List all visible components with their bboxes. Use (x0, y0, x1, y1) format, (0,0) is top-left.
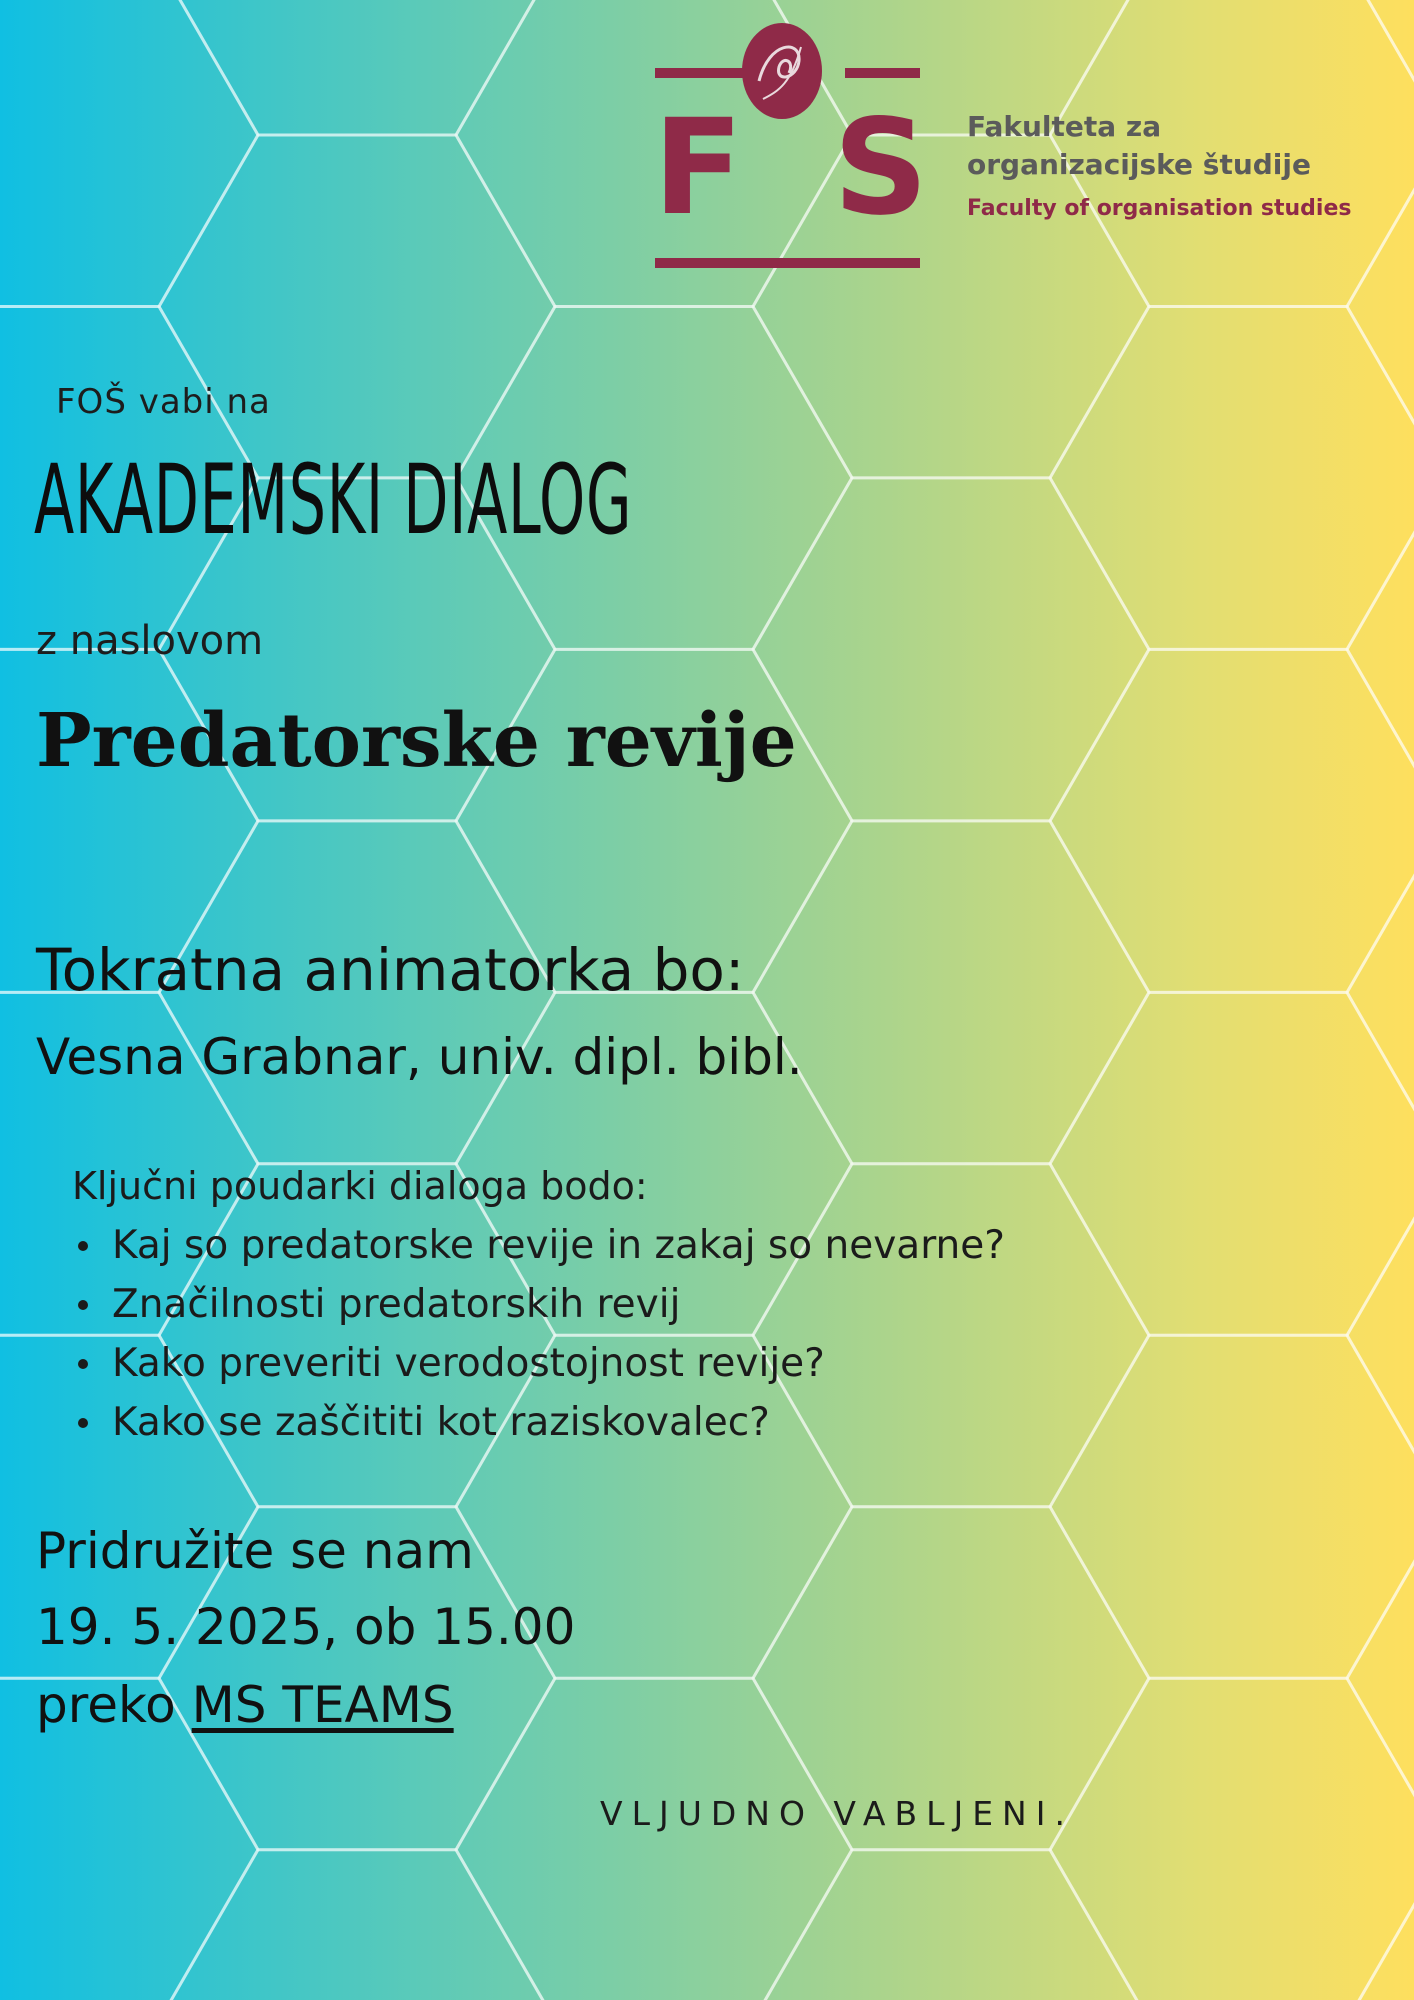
host-name: Vesna Grabnar, univ. dipl. bibl. (36, 1028, 803, 1086)
join-label: Pridružite se nam (36, 1522, 474, 1580)
key-points-list (72, 1216, 1212, 1452)
list-item (112, 1393, 1212, 1452)
list-item-text: Kaj so predatorske revije in zakaj so nevarne? (112, 1223, 1005, 1268)
logo-name-sl-line1: Fakulteta za (967, 110, 1162, 143)
logo-mark (653, 66, 925, 272)
hexagon-shape (1050, 307, 1414, 650)
list-item-text: Značilnosti predatorskih revij (112, 1282, 681, 1327)
list-item (112, 1216, 1212, 1275)
bullet-icon (78, 1241, 88, 1251)
list-item (112, 1275, 1212, 1334)
logo-bottom-bar (655, 258, 920, 268)
logo-name-sl-line2: organizacijske študije (967, 148, 1311, 181)
list-item-text: Kako preveriti verodostojnost revije? (112, 1341, 825, 1386)
subtitle-label: z naslovom (36, 618, 264, 664)
key-points-title: Ključni poudarki dialoga bodo: (72, 1164, 648, 1208)
ms-teams-link[interactable]: MS TEAMS (191, 1676, 454, 1734)
hexagon-shape (753, 1850, 1149, 2000)
hexagon-shape (1347, 1507, 1414, 1850)
hexagon-shape (159, 135, 555, 478)
bullet-icon (78, 1300, 88, 1310)
hexagon-shape (1050, 1678, 1414, 2000)
list-item-text: Kako se zaščititi kot raziskovalec? (112, 1400, 770, 1445)
hexagon-shape (159, 1850, 555, 2000)
logo-seal-icon (739, 113, 825, 213)
hexagon-shape (0, 0, 258, 307)
logo-letters: F S (653, 98, 923, 238)
fos-logo (655, 66, 1375, 276)
logo-name-en: Faculty of organisation studies (967, 196, 1352, 221)
hexagon-shape (753, 821, 1149, 1164)
event-subtitle: Predatorske revije (36, 698, 797, 784)
hexagon-shape (1347, 1164, 1414, 1507)
bullet-icon (78, 1359, 88, 1369)
platform-prefix: preko (36, 1676, 176, 1734)
event-datetime: 19. 5. 2025, ob 15.00 (36, 1598, 576, 1656)
host-label: Tokratna animatorka bo: (36, 936, 745, 1004)
hexagon-shape (1050, 649, 1414, 992)
hexagon-shape (1347, 1850, 1414, 2000)
list-item (112, 1334, 1212, 1393)
hexagon-shape (1347, 821, 1414, 1164)
closing-text: VLJUDNO VABLJENI. (600, 1794, 1074, 1833)
event-title: AKADEMSKI DIALOG (34, 444, 633, 556)
hexagon-shape (753, 478, 1149, 821)
hexagon-shape (1347, 478, 1414, 821)
intro-text: FOŠ vabi na (56, 382, 271, 422)
bullet-icon (78, 1418, 88, 1428)
logo-top-bar-right (845, 68, 920, 78)
event-platform-line (36, 1676, 454, 1734)
